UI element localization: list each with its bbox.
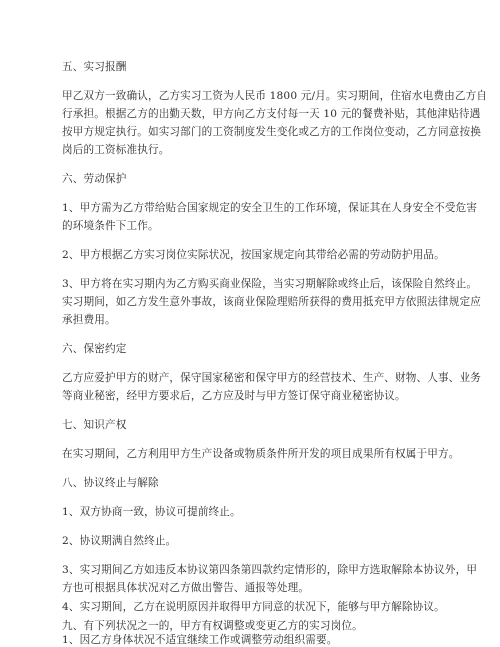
paragraph-line: 2、协议期满自然终止。 (62, 535, 177, 547)
paragraph-line: 3、甲方将在实习期内为乙方购买商业保险，当实习期解除或终止后，该保险自然终止。 (62, 278, 478, 290)
section-title-compensation: 五、实习报酬 (62, 61, 127, 73)
paragraph-line: 1、因乙方身体状况不适宜继续工作或调整劳动组织需要。 (62, 634, 338, 646)
section-title-labor-protection: 六、劳动保护 (62, 173, 127, 185)
paragraph-line: 1、双方协商一致，协议可提前终止。 (62, 506, 241, 518)
paragraph-line: 的环境条件下工作。 (62, 220, 159, 232)
paragraph-line: 2、甲方根据乙方实习岗位实际状况，按国家规定向其带给必需的劳动防护用品。 (62, 249, 445, 261)
section-title-confidentiality: 六、保密约定 (62, 343, 127, 355)
paragraph-line: 等商业秘密，经甲方要求后，乙方应及时与甲方签订保守商业秘密协议。 (62, 390, 406, 402)
paragraph-line: 甲乙双方一致确认，乙方实习工资为人民币 1800 元/月。实习期间，住宿水电费由乙方自 (62, 90, 488, 102)
paragraph-line: 行承担。根据乙方的出勤天数，甲方向乙方支付每一天 10 元的餐费补贴，其他津贴待遇 (62, 108, 481, 120)
section-title-adjustment: 九、有下列状况之一的，甲方有权调整或变更乙方的实习岗位。 (62, 620, 363, 632)
paragraph-line: 实习期间，如乙方发生意外事故，该商业保险理赔所获得的费用抵充甲方依照法律规定应 (62, 296, 482, 308)
paragraph-line: 岗后的工资标准执行。 (62, 144, 170, 156)
section-title-termination: 八、协议终止与解除 (62, 477, 159, 489)
paragraph-line: 承担费用。 (62, 314, 116, 326)
paragraph-line: 3、实习期间乙方如违反本协议第四条第四款约定情形的，除甲方选取解除本协议外，甲 (62, 564, 478, 576)
paragraph-line: 方也可根据具体状况对乙方做出警告、通报等处理。 (62, 582, 310, 594)
paragraph-line: 乙方应爱护甲方的财产，保守国家秘密和保守甲方的经营技术、生产、财物、人事、业务 (62, 372, 482, 384)
paragraph-line: 在实习期间，乙方利用甲方生产设备或物质条件所开发的项目成果所有权属于甲方。 (62, 448, 460, 460)
section-title-intellectual-property: 七、知识产权 (62, 419, 127, 431)
paragraph-line: 1、甲方需为乙方带给贴合国家规定的安全卫生的工作环境，保证其在人身安全不受危害 (62, 202, 478, 214)
paragraph-line: 4、实习期间，乙方在说明原因并取得甲方同意的状况下，能够与甲方解除协议。 (62, 601, 445, 613)
paragraph-line: 按甲方规定执行。如实习部门的工资制度发生变化或乙方的工作岗位变动，乙方同意按换 (62, 126, 482, 138)
